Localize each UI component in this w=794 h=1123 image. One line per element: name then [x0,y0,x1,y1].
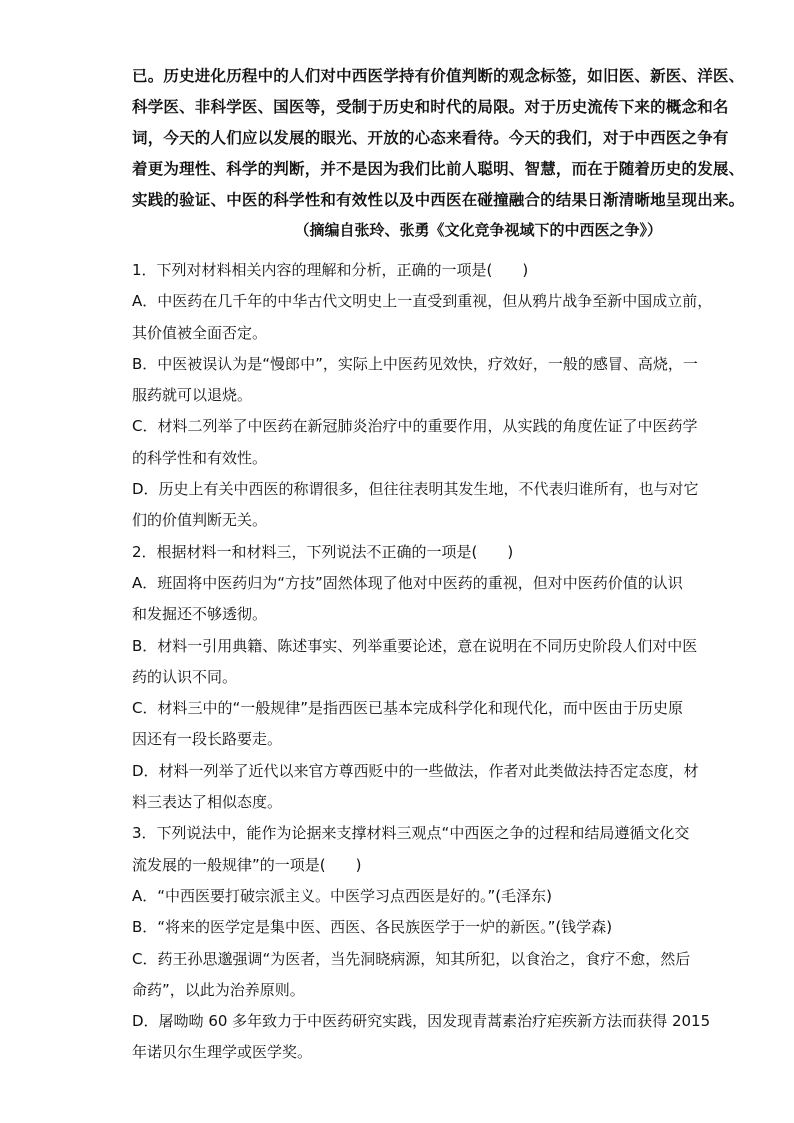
question-3-option-c: C．药王孙思邈强调“为医者，当先洞晓病源，知其所犯，以食治之，食疗不愈，然后 [132,949,691,968]
question-1-option-c: C．材料二列举了中医药在新冠肺炎治疗中的重要作用，从实践的角度佐证了中医药学 [132,417,698,436]
passage-line: 已。历史进化历程中的人们对中西医学持有价值判断的观念标签，如旧医、新医、洋医、 [132,66,745,85]
question-1-option-a-cont: 其价值被全面否定。 [132,323,268,342]
passage-line: 着更为理性、科学的判断，并不是因为我们比前人聪明、智慧，而在于随着历史的发展、 [132,159,745,178]
question-1-option-c-cont: 的科学性和有效性。 [132,448,268,467]
question-2-option-c: C．材料三中的“一般规律”是指西医已基本完成科学化和现代化，而中医由于历史原 [132,699,684,718]
passage-line: 词，今天的人们应以发展的眼光、开放的心态来看待。今天的我们，对于中西医之争有 [132,128,729,147]
question-3-stem-cont: 流发展的一般规律”的一项是( ) [132,855,362,874]
question-2-option-d-cont: 料三表达了相似态度。 [132,793,283,812]
question-3-option-a: A．“中西医要打破宗派主义。中医学习点西医是好的。”(毛泽东) [132,886,553,905]
question-2-option-c-cont: 因还有一段长路要走。 [132,730,283,749]
questions-section [132,255,713,1069]
question-1-option-d: D．历史上有关中西医的称谓很多，但往往表明其发生地，不代表归谁所有，也与对它 [132,480,699,499]
question-3-option-b: B．“将来的医学定是集中医、西医、各民族医学于一炉的新医。”(钱学森) [132,918,613,937]
passage-line: 科学医、非科学医、国医等，受制于历史和时代的局限。对于历史流传下来的概念和名 [132,97,729,116]
question-1-option-a: A．中医药在几千年的中华古代文明史上一直受到重视，但从鸦片战争至新中国成立前， [132,292,713,311]
question-2-option-b: B．材料一引用典籍、陈述事实、列举重要论述，意在说明在不同历史阶段人们对中医 [132,636,698,655]
question-3-stem: 3．下列说法中，能作为论据来支撑材料三观点“中西医之争的过程和结局遵循文化交 [132,824,690,843]
question-2-option-a-cont: 和发掘还不够透彻。 [132,605,268,624]
question-2-option-a: A．班固将中医药归为“方技”固然体现了他对中医药的重视，但对中医药价值的认识 [132,573,683,592]
question-1-option-b-cont: 服药就可以退烧。 [132,386,253,405]
question-1-option-b: B．中医被误认为是“慢郎中”，实际上中医药见效快，疗效好，一般的感冒、高烧，一 [132,354,698,373]
passage-text [132,60,745,215]
question-3-option-d: D．屠呦呦 60 多年致力于中医药研究实践，因发现青蒿素治疗疟疾新方法而获得 2015 [132,1012,711,1031]
question-3-option-c-cont: 命药”，以此为治养原则。 [132,980,305,999]
question-2-stem: 2．根据材料一和材料三，下列说法不正确的一项是( ) [132,542,514,561]
passage-line: 实践的验证、中医的科学性和有效性以及中西医在碰撞融合的结果日渐清晰地呈现出来。 [132,190,745,209]
question-1-stem: 1．下列对材料相关内容的理解和分析，正确的一项是( ) [132,261,529,279]
question-3-option-d-cont: 年诺贝尔生理学或医学奖。 [132,1043,313,1062]
question-2-option-b-cont: 药的认识不同。 [132,667,238,686]
passage-source: （摘编自张玲、张勇《文化竞争视域下的中西医之争》） [294,221,662,239]
question-2-option-d: D．材料一列举了近代以来官方尊西贬中的一些做法，作者对此类做法持否定态度，材 [132,761,699,780]
question-1-option-d-cont: 们的价值判断无关。 [132,511,268,530]
